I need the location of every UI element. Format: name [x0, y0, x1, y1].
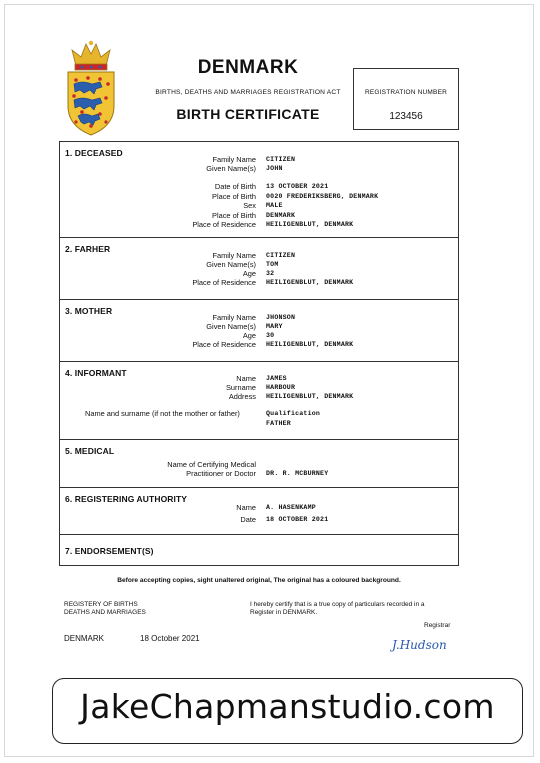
registration-number-value: 123456 — [389, 111, 423, 122]
field-value: MALE — [266, 202, 283, 209]
signature-text: J.Hudson — [392, 638, 447, 652]
certificate-table — [59, 141, 459, 566]
field-value: A. HASENKAMP — [266, 504, 316, 511]
field-value: DR. R. MCBURNEY — [266, 470, 329, 477]
field-label: Name — [236, 503, 256, 512]
field-value: HEILIGENBLUT, DENMARK — [266, 393, 354, 400]
section-deceased — [60, 142, 458, 238]
registrar-signature — [390, 634, 464, 654]
qualification-label: Qualification — [266, 410, 321, 417]
field-label: Surname — [226, 383, 256, 392]
section-title: 7. ENDORSEMENT(S) — [65, 546, 154, 556]
registry-line: REGISTERY OF BIRTHS — [64, 601, 138, 608]
field-value: DENMARK — [266, 212, 296, 219]
section-mother — [60, 300, 458, 362]
row-place-of-residence — [60, 220, 458, 230]
field-value: 0020 FREDERIKSBERG, DENMARK — [266, 193, 379, 200]
field-value: MARY — [266, 323, 283, 330]
section-title: 5. MEDICAL — [65, 446, 115, 456]
certificate-title: BIRTH CERTIFICATE — [176, 106, 320, 122]
field-label: Given Name(s) — [206, 322, 256, 331]
danish-coat-of-arms-icon — [62, 40, 120, 136]
section-registering-authority — [60, 488, 458, 535]
field-value: CITIZEN — [266, 156, 296, 163]
field-label: Place of Residence — [192, 278, 256, 287]
section-title: 1. DECEASED — [65, 148, 123, 158]
issue-place: DENMARK — [64, 634, 105, 643]
field-label: Name — [236, 374, 256, 383]
country-title: DENMARK — [197, 57, 299, 78]
registration-act-subtitle: BIRTHS, DEATHS AND MARRIAGES REGISTRATION ACT — [155, 89, 341, 96]
field-label: Family Name — [212, 155, 256, 164]
field-label: Address — [228, 392, 256, 401]
registration-number-label: REGISTRATION NUMBER — [364, 89, 448, 96]
row-relation — [60, 409, 458, 419]
row-name — [60, 503, 458, 513]
field-value: 13 OCTOBER 2021 — [266, 183, 329, 190]
row-address — [60, 392, 458, 402]
field-value: JOHN — [266, 165, 283, 172]
field-label: Name and surname (if not the mother or father) — [85, 409, 240, 418]
field-value: 18 OCTOBER 2021 — [266, 516, 329, 523]
row-given-names — [60, 164, 458, 174]
section-title: 4. INFORMANT — [65, 368, 127, 378]
field-label: Date — [240, 515, 256, 524]
field-value: HARBOUR — [266, 384, 296, 391]
certification-statement — [250, 601, 425, 617]
field-value: HEILIGENBLUT, DENMARK — [266, 279, 354, 286]
field-value: 32 — [266, 270, 275, 277]
section-title: 2. FARHER — [65, 244, 111, 254]
section-informant — [60, 362, 458, 440]
field-value: JHONSON — [266, 314, 296, 321]
row-date — [60, 515, 458, 525]
field-label: Date of Birth — [214, 182, 256, 191]
field-value: TOM — [266, 261, 279, 268]
field-label: Age — [242, 269, 256, 278]
row-sex — [60, 201, 458, 211]
field-label: Place of Birth — [212, 211, 256, 220]
issue-date: 18 October 2021 — [140, 634, 200, 643]
registration-number-box — [353, 68, 459, 130]
section-medical — [60, 440, 458, 488]
registry-line: DEATHS AND MARRIAGES — [64, 609, 146, 616]
field-label: Name of Certifying Medical — [167, 460, 256, 469]
field-label: Place of Residence — [192, 340, 256, 349]
row-date-of-birth — [60, 182, 458, 192]
field-value: 30 — [266, 332, 275, 339]
field-label: Sex — [243, 201, 256, 210]
section-title: 3. MOTHER — [65, 306, 113, 316]
field-label: Family Name — [212, 251, 256, 260]
field-label: Given Name(s) — [206, 164, 256, 173]
registrar-label: Registrar — [424, 622, 451, 629]
field-value: JAMES — [266, 375, 287, 382]
field-value: CITIZEN — [266, 252, 296, 259]
field-value: HEILIGENBLUT, DENMARK — [266, 341, 354, 348]
certify-line: Register in DENMARK. — [250, 609, 318, 616]
registry-name — [64, 601, 146, 617]
section-father — [60, 238, 458, 300]
field-label: Place of Residence — [192, 220, 256, 229]
field-label: Given Name(s) — [206, 260, 256, 269]
watermark-text: JakeChapmanstudio.com — [80, 687, 495, 726]
section-title: 6. REGISTERING AUTHORITY — [65, 494, 188, 504]
row-place-of-residence — [60, 340, 458, 350]
original-copy-note: Before accepting copies, sight unaltered original, The original has a coloured background. — [117, 577, 401, 584]
row-qualification — [60, 419, 458, 429]
certify-line: I hereby certify that is a true copy of particulars recorded in a — [250, 601, 425, 608]
field-label: Age — [242, 331, 256, 340]
field-value: FATHER — [266, 420, 291, 427]
field-label: Family Name — [212, 313, 256, 322]
watermark-banner — [52, 678, 523, 744]
field-label: Practitioner or Doctor — [186, 469, 256, 478]
field-value: HEILIGENBLUT, DENMARK — [266, 221, 354, 228]
row-practitioner — [60, 469, 458, 479]
section-endorsements — [60, 535, 458, 565]
field-label: Place of Birth — [212, 192, 256, 201]
row-place-of-residence — [60, 278, 458, 288]
